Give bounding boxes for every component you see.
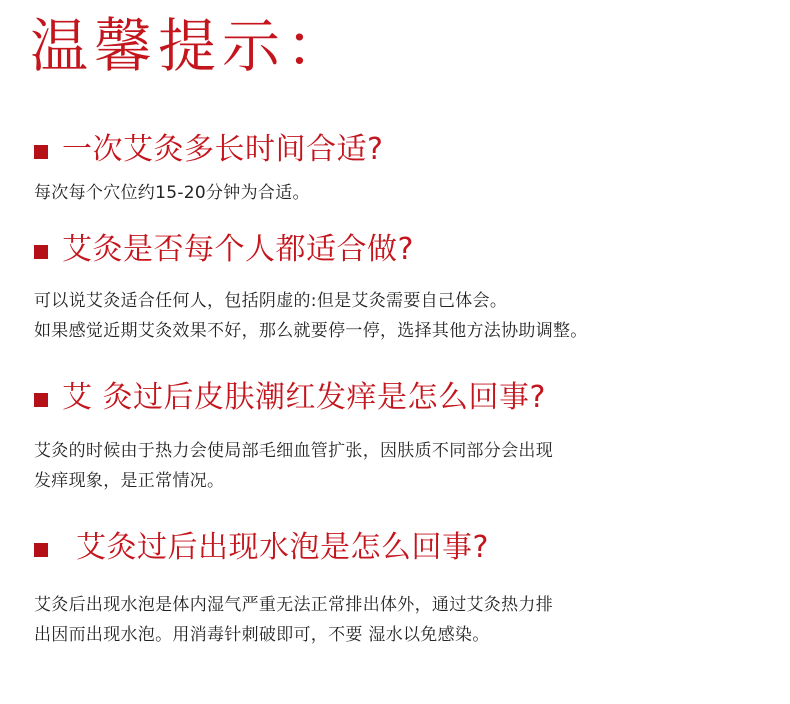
section-heading-text: 一次艾灸多长时间合适? [62, 132, 384, 167]
faq-section-suitability [34, 230, 770, 346]
body-line: 可以说艾灸适合任何人，包括阴虚的:但是艾灸需要自己体会。 [34, 291, 508, 311]
section-body [34, 286, 770, 346]
faq-section-blisters [34, 528, 770, 650]
page-title: 温馨提示： [30, 12, 351, 80]
section-heading [34, 378, 770, 418]
section-heading-text: 艾灸过后出现水泡是怎么回事? [76, 530, 489, 565]
body-line: 出因而出现水泡。用消毒针刺破即可，不要 湿水以免感染。 [34, 625, 490, 645]
body-line: 艾灸的时候由于热力会使局部毛细血管扩张，因肤质不同部分会出现 [34, 441, 553, 461]
section-body [34, 590, 770, 650]
section-heading [34, 230, 770, 270]
body-line: 如果感觉近期艾灸效果不好，那么就要停一停，选择其他方法协助调整。 [34, 321, 588, 341]
body-line: 发痒现象，是正常情况。 [34, 471, 225, 491]
square-bullet-icon [34, 145, 48, 159]
square-bullet-icon [34, 393, 48, 407]
body-line: 艾灸后出现水泡是体内湿气严重无法正常排出体外，通过艾灸热力排 [34, 595, 553, 615]
section-body [34, 178, 770, 208]
section-heading [34, 528, 770, 568]
section-heading-text: 艾灸是否每个人都适合做? [62, 232, 414, 267]
square-bullet-icon [34, 543, 48, 557]
section-heading-text: 艾 灸过后皮肤潮红发痒是怎么回事? [62, 380, 546, 415]
faq-section-redness [34, 378, 770, 496]
body-line: 每次每个穴位约15-20分钟为合适。 [34, 183, 310, 203]
faq-section-duration [34, 130, 770, 208]
section-body [34, 436, 770, 496]
square-bullet-icon [34, 245, 48, 259]
section-heading [34, 130, 770, 170]
